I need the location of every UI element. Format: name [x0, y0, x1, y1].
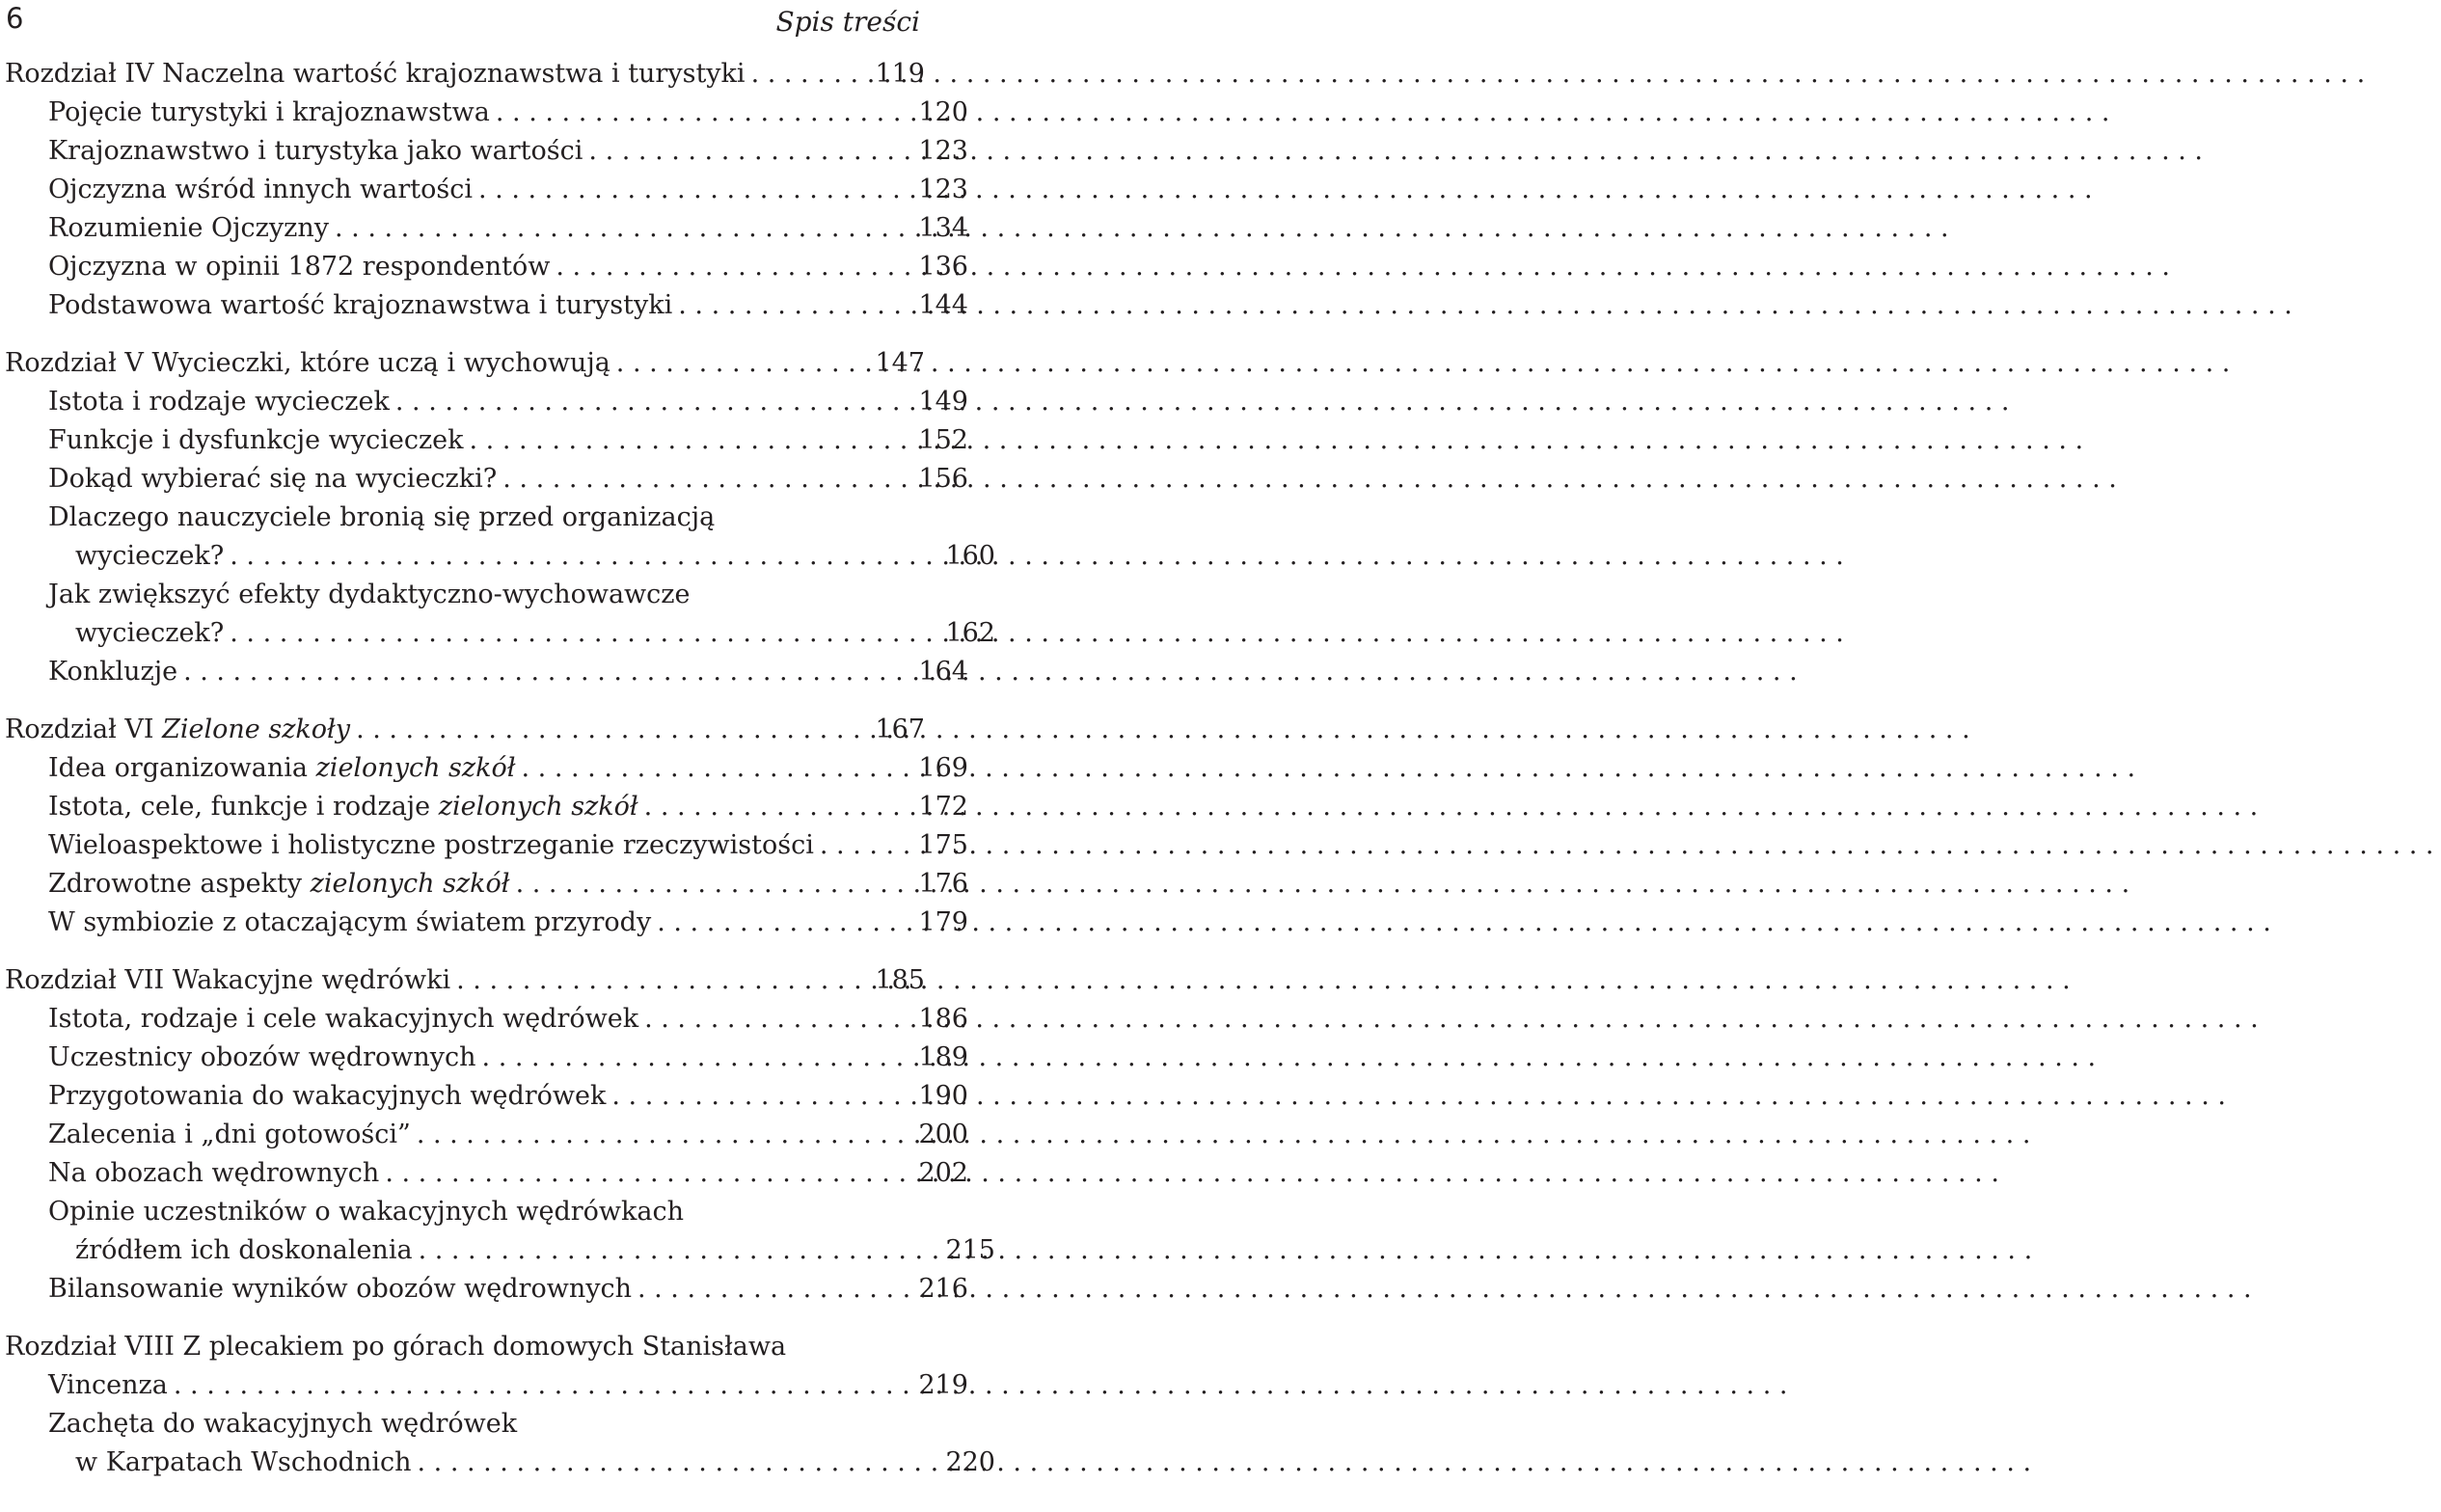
toc-chapter	[0, 961, 931, 1000]
toc-entry-title-text: Pojęcie turystyki i krajoznawstwa	[48, 97, 490, 127]
dot-leader	[550, 248, 2178, 286]
toc-entry-title	[48, 653, 177, 691]
toc-entry	[0, 94, 974, 132]
toc-page-number: 152	[918, 425, 968, 455]
toc-page-number: 136	[918, 252, 968, 282]
toc-entry	[0, 1039, 974, 1077]
dot-leader	[510, 865, 2138, 904]
toc-entry-title-text: Zdrowotne aspekty	[48, 869, 311, 899]
toc-page-number: 172	[918, 792, 968, 822]
toc-entry-title	[5, 961, 450, 1000]
toc-entry-title	[48, 383, 390, 421]
toc-page-number: 175	[918, 830, 968, 860]
toc-entry-title	[48, 1405, 517, 1444]
dot-leader	[651, 904, 2279, 942]
dot-leader	[672, 286, 2300, 325]
toc-entry	[0, 132, 974, 171]
toc-page-number: 176	[918, 869, 968, 899]
toc-entry-title-text: Idea organizowania	[48, 753, 316, 783]
dot-leader	[583, 132, 2210, 171]
toc-page-number: 144	[918, 290, 968, 320]
toc-entry-title-text: Podstawowa wartość krajoznawstwa i turystyki	[48, 290, 673, 320]
toc-page-number: 185	[875, 965, 925, 995]
dot-leader	[224, 537, 1852, 576]
toc-entry-title	[5, 344, 610, 383]
toc-entry-title	[48, 94, 490, 132]
toc-entry	[0, 1405, 974, 1444]
toc-entry-title-text: Rozdział VIII Z plecakiem po górach domowych Stanisława	[5, 1332, 787, 1362]
toc-entry	[0, 1270, 974, 1309]
dot-leader	[473, 171, 2101, 209]
toc-entry-title	[48, 1077, 606, 1116]
dot-leader	[411, 1116, 2039, 1154]
toc-entry	[0, 1366, 974, 1405]
toc-entry-title	[48, 1193, 684, 1231]
toc-entry	[0, 248, 974, 286]
toc-entry-title-text: Konkluzje	[48, 657, 178, 687]
toc-page-number: 186	[918, 1004, 968, 1034]
toc-entry-title-text: Dokąd wybierać się na wycieczki?	[48, 464, 498, 494]
toc-entry-title-text: Istota i rodzaje wycieczek	[48, 387, 390, 417]
toc-entry-title-text: Zachęta do wakacyjnych wędrówek	[48, 1409, 518, 1439]
toc-entry	[0, 614, 1001, 653]
toc-entry	[0, 576, 974, 614]
dot-leader	[450, 961, 2078, 1000]
toc-entry-title-text: Funkcje i dysfunkcje wycieczek	[48, 425, 464, 455]
dot-leader	[464, 421, 2092, 460]
toc-entry-title-text: Krajoznawstwo i turystyka jako wartości	[48, 136, 583, 166]
toc-page-number: 189	[918, 1042, 968, 1072]
toc-chapter	[0, 55, 931, 94]
toc-page-number: 190	[918, 1081, 968, 1111]
toc-entry-title	[48, 826, 814, 865]
toc-entry	[0, 1154, 974, 1193]
toc-entry-title-text: W symbiozie z otaczającym światem przyrody	[48, 907, 652, 937]
toc-entry	[0, 1231, 1001, 1270]
toc-entry	[0, 788, 974, 826]
toc-entry-title	[48, 576, 690, 614]
dot-leader	[413, 1231, 2041, 1270]
toc-entry	[0, 904, 974, 942]
toc-entry-title	[48, 209, 329, 248]
dot-leader	[177, 653, 1805, 691]
toc-entry-title-italic: zielonych szkół	[315, 753, 516, 783]
dot-leader	[350, 711, 1978, 749]
dot-leader	[411, 1444, 2039, 1482]
toc-entry-title-text: Opinie uczestników o wakacyjnych wędrówkach	[48, 1197, 684, 1227]
toc-entry-title-text: Rozdział VI	[5, 715, 163, 744]
dot-leader	[497, 460, 2125, 499]
dot-leader	[490, 94, 2118, 132]
toc-entry-title-text: Vincenza	[48, 1370, 168, 1400]
toc-entry-title-text: Istota, cele, funkcje i rodzaje	[48, 792, 439, 822]
page-header	[0, 0, 926, 58]
toc-page-number: 215	[945, 1235, 995, 1265]
dot-leader	[168, 1366, 1796, 1405]
toc-entry	[0, 421, 974, 460]
toc-page-number: 149	[918, 387, 968, 417]
dot-leader	[390, 383, 2018, 421]
toc-entry-title	[48, 1366, 168, 1405]
toc-entry-title-text: Uczestnicy obozów wędrownych	[48, 1042, 476, 1072]
page-number: 6	[6, 2, 24, 35]
dot-leader	[814, 826, 2441, 865]
toc-entry-title-text: Wieloaspektowe i holistyczne postrzeganie rzeczywistości	[48, 830, 814, 860]
toc-entry-title-text: Rozdział V Wycieczki, które uczą i wychowują	[5, 348, 610, 378]
dot-leader	[638, 788, 2266, 826]
toc-entry	[0, 1000, 974, 1039]
toc-chapter	[0, 711, 931, 749]
toc-page-number: 220	[945, 1447, 995, 1477]
toc-page-number: 123	[918, 175, 968, 204]
toc-entry	[0, 826, 974, 865]
toc-entry	[0, 749, 974, 788]
running-title: Spis treści	[775, 6, 920, 38]
toc-entry	[0, 460, 974, 499]
toc-entry-title-text: Dlaczego nauczyciele bronią się przed organizacją	[48, 502, 716, 532]
toc-entry-title-text: wycieczek?	[75, 541, 225, 571]
toc-entry-title	[48, 1270, 632, 1309]
toc-entry-title	[75, 614, 224, 653]
toc-page-number: 120	[918, 97, 968, 127]
toc-entry-title-text: Bilansowanie wyników obozów wędrownych	[48, 1274, 632, 1304]
toc-entry-title	[48, 1000, 638, 1039]
toc-entry-title-text: w Karpatach Wschodnich	[75, 1447, 412, 1477]
dot-leader	[516, 749, 2144, 788]
toc-entry	[0, 209, 974, 248]
toc-page-number: 147	[875, 348, 925, 378]
toc-entry-title-text: Rozdział VII Wakacyjne wędrówki	[5, 965, 451, 995]
toc-entry-title	[48, 421, 464, 460]
toc-entry-title	[5, 1328, 786, 1366]
toc-entry-title-text: źródłem ich doskonalenia	[75, 1235, 413, 1265]
toc-entry	[0, 171, 974, 209]
toc-entry	[0, 1193, 974, 1231]
toc-entry-title	[75, 537, 224, 576]
toc-page-number: 167	[875, 715, 925, 744]
toc-entry	[0, 1444, 1001, 1482]
toc-entry-title	[48, 286, 672, 325]
toc-entry-title	[75, 1444, 411, 1482]
toc-entry-title-text: Ojczyzna w opinii 1872 respondentów	[48, 252, 551, 282]
toc-entry-title	[48, 1154, 379, 1193]
toc-entry-title	[75, 1231, 413, 1270]
toc-entry-title-text: Rozumienie Ojczyzny	[48, 213, 329, 243]
toc-entry-title	[48, 1039, 476, 1077]
toc-entry	[0, 383, 974, 421]
toc-page-number: 164	[918, 657, 968, 687]
toc-entry	[0, 537, 1001, 576]
toc-entry-title-text: Ojczyzna wśród innych wartości	[48, 175, 473, 204]
toc-entry-title	[48, 904, 651, 942]
toc-page-number: 160	[945, 541, 995, 571]
dot-leader	[746, 55, 2373, 94]
dot-leader	[638, 1000, 2266, 1039]
dot-leader	[606, 1077, 2234, 1116]
dot-leader	[379, 1154, 2007, 1193]
toc-entry-title-text: wycieczek?	[75, 618, 225, 648]
toc-entry	[0, 499, 974, 537]
toc-entry-title	[48, 171, 473, 209]
dot-leader	[476, 1039, 2104, 1077]
toc-entry-title-text: Istota, rodzaje i cele wakacyjnych wędrówek	[48, 1004, 639, 1034]
toc-entry-title-text: Rozdział IV Naczelna wartość krajoznawstwa i turystyki	[5, 59, 746, 89]
toc-entry-title	[48, 499, 715, 537]
toc-entry-title-text: Jak zwiększyć efekty dydaktyczno-wychowawcze	[48, 580, 691, 609]
toc-entry-title	[48, 460, 497, 499]
toc-entry-title	[48, 1116, 411, 1154]
toc-page-number: 134	[918, 213, 968, 243]
toc-entry-title-italic: zielonych szkół	[310, 869, 510, 899]
toc-entry-title	[48, 248, 550, 286]
toc-entry-title	[48, 749, 516, 788]
toc-entry-title-text: Zalecenia i „dni gotowości”	[48, 1120, 411, 1149]
toc-page-number: 216	[918, 1274, 968, 1304]
toc-entry-title	[48, 788, 638, 826]
toc-entry-title-text: Przygotowania do wakacyjnych wędrówek	[48, 1081, 607, 1111]
toc-entry-title	[5, 55, 746, 94]
toc-chapter	[0, 1328, 931, 1366]
toc-entry-title	[5, 711, 350, 749]
dot-leader	[610, 344, 2238, 383]
dot-leader	[224, 614, 1852, 653]
toc-entry-title-text: Na obozach wędrownych	[48, 1158, 380, 1188]
toc-page-number: 119	[875, 59, 925, 89]
toc-page-number: 162	[945, 618, 995, 648]
toc-page-number: 200	[918, 1120, 968, 1149]
dot-leader	[329, 209, 1957, 248]
toc-page-number: 219	[918, 1370, 968, 1400]
toc-entry	[0, 1116, 974, 1154]
toc-entry-title	[48, 132, 583, 171]
toc-page-number: 156	[918, 464, 968, 494]
toc-page-number: 169	[918, 753, 968, 783]
toc-entry	[0, 286, 974, 325]
toc-page-number: 179	[918, 907, 968, 937]
dot-leader	[632, 1270, 2260, 1309]
toc-page-number: 202	[918, 1158, 968, 1188]
toc-page-number: 123	[918, 136, 968, 166]
toc-entry-title-italic: Zielone szkoły	[162, 715, 351, 744]
toc-entry-title-italic: zielonych szkół	[438, 792, 638, 822]
toc-entry-title	[48, 865, 510, 904]
toc-entry	[0, 653, 974, 691]
toc-chapter	[0, 344, 931, 383]
toc-entry	[0, 865, 974, 904]
toc-entry	[0, 1077, 974, 1116]
